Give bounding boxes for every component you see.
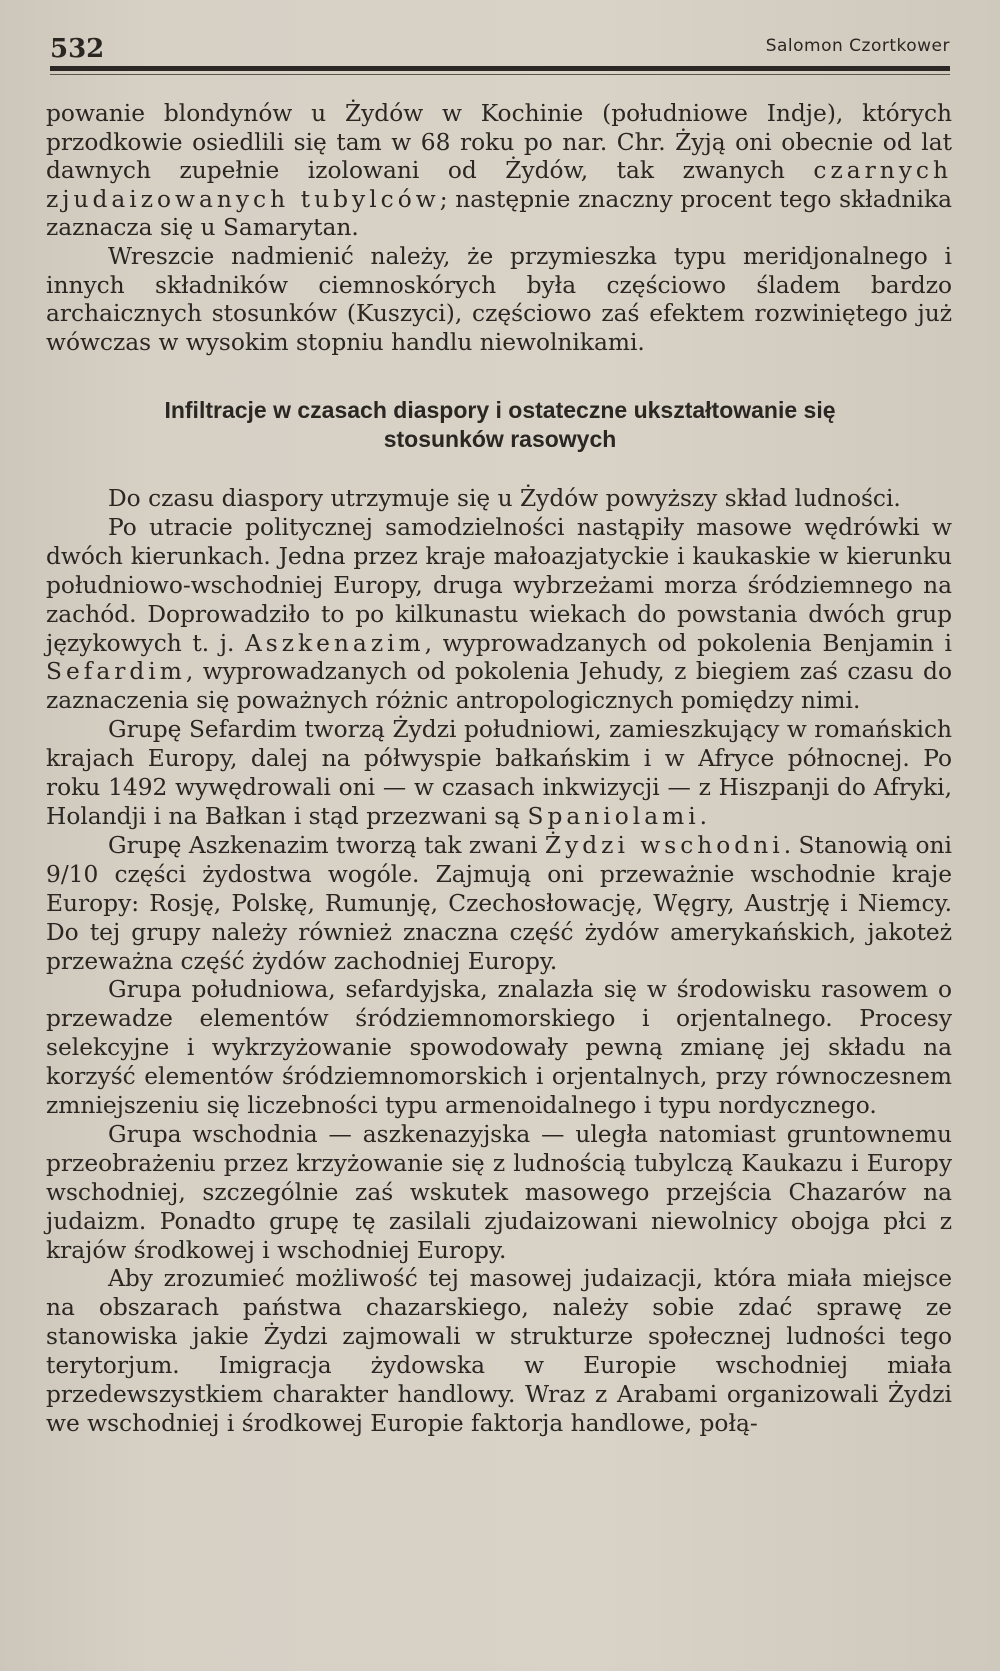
paragraph-1-part-b: ; następnie znaczny procent tego składnika zaznacza się u Samarytan. — [46, 185, 952, 242]
page-number: 532 — [50, 34, 105, 64]
paragraph-4-part-b: , wyprowadzanych od pokolenia Benjamin i — [424, 629, 952, 657]
section-heading — [60, 396, 940, 454]
running-head: Salomon Czortkower — [765, 36, 950, 56]
opening-text — [46, 100, 952, 357]
paragraph-7: Grupa południowa, sefardyjska, znalazła się w środowisku rasowem o przewadze elementów śródziemnomorskiego i orjentalnego. Procesy selekcyjne i wykrzyżowanie spowodowały pewną zmianę jej składu na korzyść elementów śródziemnomorskich i orjentalnych, przy równoczesnem zmniejszeniu się liczebności typu armenoidalnego i typu nordycznego. — [46, 976, 952, 1120]
section-text — [46, 485, 952, 1439]
paragraph-1 — [46, 100, 952, 243]
header-rule-thick — [50, 66, 950, 71]
paragraph-1-part-a: powanie blondynów u Żydów w Kochinie (południowe Indje), których przodkowie osiedlili się tam w 68 roku po nar. Chr. Żyją oni obecnie od lat dawnych zupełnie izolowani od Żydów, tak zwanych — [46, 100, 952, 185]
term-spaniolami: Spaniolami — [527, 802, 700, 830]
paragraph-2: Wreszcie nadmienić należy, że przymieszka typu meridjonalnego i innych składników ciemnoskórych była częściowo śladem bardzo archaicznych stosunków (Kuszyci), częściowo zaś efektem rozwiniętego już wówczas w wysokim stopniu handlu niewolnikami. — [46, 242, 952, 356]
term-sefardim: Sefardim — [46, 658, 186, 686]
header-rule-thin — [50, 74, 950, 75]
paragraph-6-part-b: . Stanowią oni 9/10 części żydostwa wogóle. Zajmują oni przeważnie wschodnie kraje Europy: Rosję, Polskę, Rumunję, Czechosłowację, Węgry, Austrję i Niemcy. Do tej grupy należy również znaczna część żydów amerykańskich, jakoteż przeważna część żydów zachodniej Europy. — [46, 831, 952, 975]
term-zydzi-wschodni: Żydzi wschodni — [544, 831, 784, 859]
paragraph-5 — [46, 716, 952, 832]
paragraph-4 — [46, 514, 952, 716]
paragraph-9: Aby zrozumieć możliwość tej masowej judaizacji, która miała miejsce na obszarach państwa chazarskiego, należy sobie zdać sprawę ze stanowiska jakie Żydzi zajmowali w strukturze społecznej ludności tego terytorjum. Imigracja żydowska w Europie wschodniej miała przedewszystkiem charakter handlowy. Wraz z Arabami organizowali Żydzi we wschodniej i środkowej Europie faktorja handlowe, połą- — [46, 1265, 952, 1437]
paragraph-3: Do czasu diaspory utrzymuje się u Żydów powyższy skład ludności. — [108, 485, 901, 512]
paragraph-1-spaced: czarnych zjudaizowanych tubylców — [46, 157, 952, 213]
paragraph-5-part-a: Grupę Sefardim tworzą Żydzi południowi, zamieszkujący w romańskich krajach Europy, dalej na półwyspie bałkańskim i w Afryce północnej. Po roku 1492 wywędrowali oni — w czasach inkwizycji — z Hiszpanji do Afryki, Holandji i na Bałkan i stąd przezwani są — [46, 716, 952, 830]
paragraph-5-part-b: . — [699, 802, 708, 830]
section-heading-line-2: stosunków rasowych — [383, 426, 617, 452]
term-aszkenazim: Aszkenazim — [244, 629, 425, 657]
paragraph-8: Grupa wschodnia — aszkenazyjska — uległa natomiast gruntownemu przeobrażeniu przez krzyżowanie się z ludnością tubylczą Kaukazu i Europy wschodniej, szczególnie zaś wskutek masowego przejścia Chazarów na judaizm. Ponadto grupę tę zasilali zjudaizowani niewolnicy obojga płci z krajów środkowej i wschodniej Europy. — [46, 1120, 952, 1264]
page-header — [50, 28, 950, 64]
paragraph-6 — [46, 832, 952, 977]
section-heading-line-1: Infiltracje w czasach diaspory i ostateczne ukształtowanie się — [164, 397, 836, 423]
paragraph-6-part-a: Grupę Aszkenazim tworzą tak zwani — [108, 831, 545, 859]
paragraph-4-part-c: , wyprowadzanych od pokolenia Jehudy, z biegiem zaś czasu do zaznaczenia się poważnych różnic antropologicznych pomiędzy nimi. — [46, 658, 952, 715]
paragraph-4-part-a: Po utracie politycznej samodzielności nastąpiły masowe wędrówki w dwóch kierunkach. Jedna przez kraje małoazjatyckie i kaukaskie w kierunku południowo-wschodniej Europy, druga wybrzeżami morza śródziemnego na zachód. Doprowadziło to po kilkunastu wiekach do powstania dwóch grup językowych t. j. — [46, 513, 952, 657]
